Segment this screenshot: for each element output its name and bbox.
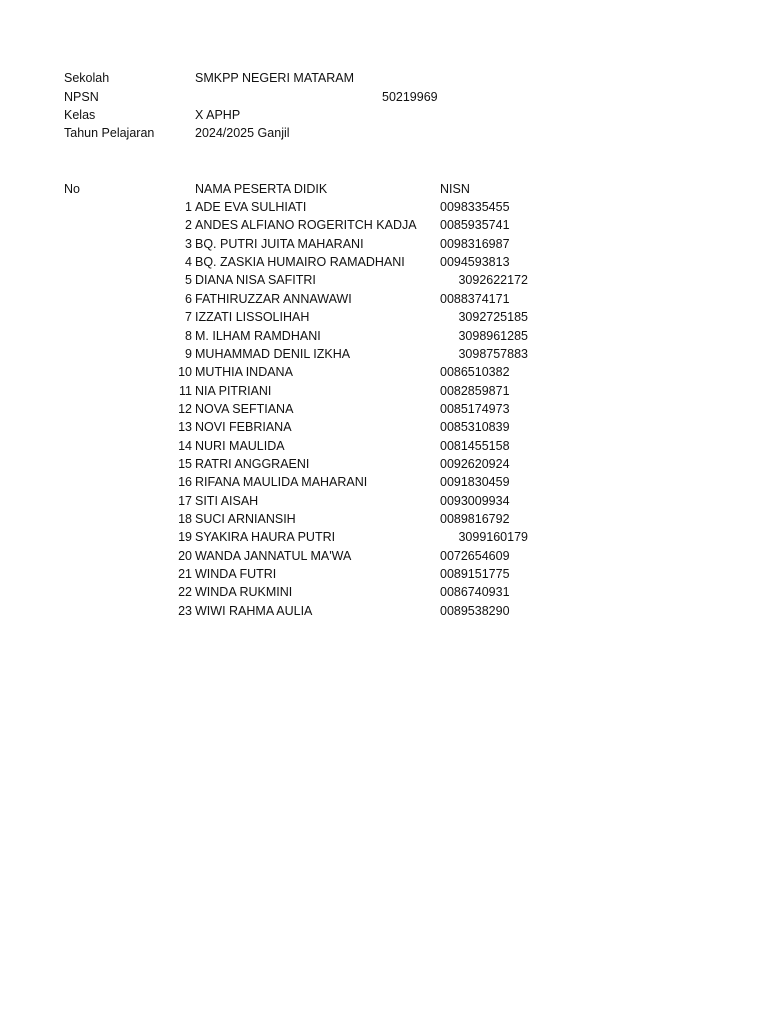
row-no: 19 (178, 530, 192, 545)
row-nama: MUHAMMAD DENIL IZKHA (195, 346, 351, 361)
row-nama: NOVA SEFTIANA (195, 401, 294, 416)
table-row (0, 327, 768, 345)
row-no: 20 (178, 548, 192, 563)
table-row (0, 290, 768, 308)
table-row (0, 216, 768, 234)
row-no: 5 (185, 273, 192, 288)
row-nisn: 0089538290 (440, 603, 510, 618)
row-nisn: 0089816792 (440, 512, 510, 526)
table-row (0, 510, 768, 528)
sekolah-label: Sekolah (64, 71, 110, 85)
table-row (0, 583, 768, 601)
row-no: 1 (185, 200, 192, 214)
tahun-row (0, 124, 768, 142)
row-nisn: 0088374171 (440, 291, 510, 306)
npsn-label: NPSN (64, 90, 99, 104)
table-row (0, 271, 768, 289)
tahun-label: Tahun Pelajaran (64, 126, 155, 140)
row-nisn: 0085935741 (440, 218, 510, 233)
npsn-value: 50219969 (382, 90, 438, 104)
row-nama: WANDA JANNATUL MA'WA (195, 548, 352, 563)
tahun-value: 2024/2025 Ganjil (195, 126, 290, 140)
row-nisn: 0089151775 (440, 567, 510, 581)
row-nisn: 3098757883 (458, 346, 528, 361)
table-row (0, 528, 768, 546)
row-nama: WINDA RUKMINI (195, 585, 293, 600)
row-nama: NURI MAULIDA (195, 438, 285, 453)
table-row (0, 437, 768, 455)
row-nama: IZZATI LISSOLIHAH (195, 310, 310, 325)
row-no: 11 (179, 383, 192, 398)
row-nisn: 0082859871 (440, 383, 510, 398)
row-nama: WINDA FUTRI (195, 567, 277, 581)
row-nisn: 0086510382 (440, 365, 510, 380)
kelas-row (0, 106, 768, 124)
row-nama: ADE EVA SULHIATI (195, 200, 307, 214)
table-row (0, 565, 768, 583)
row-nisn: 3092622172 (458, 273, 528, 288)
row-nama: RATRI ANGGRAENI (195, 456, 310, 471)
row-no: 17 (178, 493, 192, 508)
table-row (0, 602, 768, 620)
header-nisn: NISN (440, 182, 470, 196)
row-no: 12 (178, 401, 192, 416)
table-row (0, 473, 768, 491)
row-nama: BQ. ZASKIA HUMAIRO RAMADHANI (195, 255, 405, 270)
row-no: 10 (178, 365, 192, 380)
table-row (0, 308, 768, 326)
row-nama: M. ILHAM RAMDHANI (195, 328, 321, 343)
row-no: 3 (185, 236, 192, 251)
row-no: 22 (178, 585, 192, 600)
row-nisn: 0085310839 (440, 420, 510, 435)
row-no: 18 (178, 512, 192, 526)
row-nama: MUTHIA INDANA (195, 365, 293, 380)
table-row (0, 418, 768, 436)
row-nama: NOVI FEBRIANA (195, 420, 292, 435)
table-row (0, 547, 768, 565)
row-no: 13 (178, 420, 192, 435)
table-row (0, 235, 768, 253)
row-no: 6 (185, 291, 192, 306)
kelas-label: Kelas (64, 108, 96, 122)
table-row (0, 345, 768, 363)
row-no: 8 (185, 328, 192, 343)
kelas-value: X APHP (195, 108, 241, 122)
row-nama: SYAKIRA HAURA PUTRI (195, 530, 336, 545)
row-nisn: 0094593813 (440, 255, 510, 270)
row-nama: NIA PITRIANI (195, 383, 272, 398)
npsn-row (0, 88, 768, 106)
row-nama: SUCI ARNIANSIH (195, 512, 296, 526)
row-nisn: 0098316987 (440, 236, 510, 251)
row-nisn: 0092620924 (440, 456, 510, 471)
row-nama: DIANA NISA SAFITRI (195, 273, 316, 288)
row-nisn: 0085174973 (440, 401, 510, 416)
row-nisn: 0086740931 (440, 585, 510, 600)
row-no: 7 (185, 310, 192, 325)
row-nama: RIFANA MAULIDA MAHARANI (195, 475, 368, 490)
row-no: 21 (178, 567, 192, 581)
row-nisn: 0072654609 (440, 548, 510, 563)
row-nisn: 3098961285 (458, 328, 528, 343)
row-nama: WIWI RAHMA AULIA (195, 603, 313, 618)
table-row (0, 400, 768, 418)
row-no: 2 (185, 218, 192, 233)
row-nama: FATHIRUZZAR ANNAWAWI (195, 291, 352, 306)
row-nisn: 3092725185 (458, 310, 528, 325)
table-row (0, 455, 768, 473)
row-nisn: 0091830459 (440, 475, 510, 490)
header-no: No (64, 182, 80, 196)
table-row (0, 253, 768, 271)
header-nama: NAMA PESERTA DIDIK (195, 182, 328, 196)
row-nisn: 0093009934 (440, 493, 510, 508)
table-row (0, 363, 768, 381)
table-row (0, 382, 768, 400)
table-row (0, 198, 768, 216)
table-header-row (0, 180, 768, 198)
row-no: 16 (178, 475, 192, 490)
row-nama: BQ. PUTRI JUITA MAHARANI (195, 236, 364, 251)
sekolah-row (0, 69, 768, 87)
row-no: 14 (178, 438, 192, 453)
row-no: 23 (178, 603, 192, 618)
row-nama: ANDES ALFIANO ROGERITCH KADJA (195, 218, 417, 233)
row-nisn: 0098335455 (440, 200, 510, 214)
row-no: 4 (185, 255, 192, 270)
sekolah-value: SMKPP NEGERI MATARAM (195, 71, 355, 85)
row-no: 9 (185, 346, 192, 361)
row-no: 15 (178, 456, 192, 471)
row-nisn: 0081455158 (440, 438, 510, 453)
row-nisn: 3099160179 (458, 530, 528, 545)
table-row (0, 492, 768, 510)
row-nama: SITI AISAH (195, 493, 259, 508)
